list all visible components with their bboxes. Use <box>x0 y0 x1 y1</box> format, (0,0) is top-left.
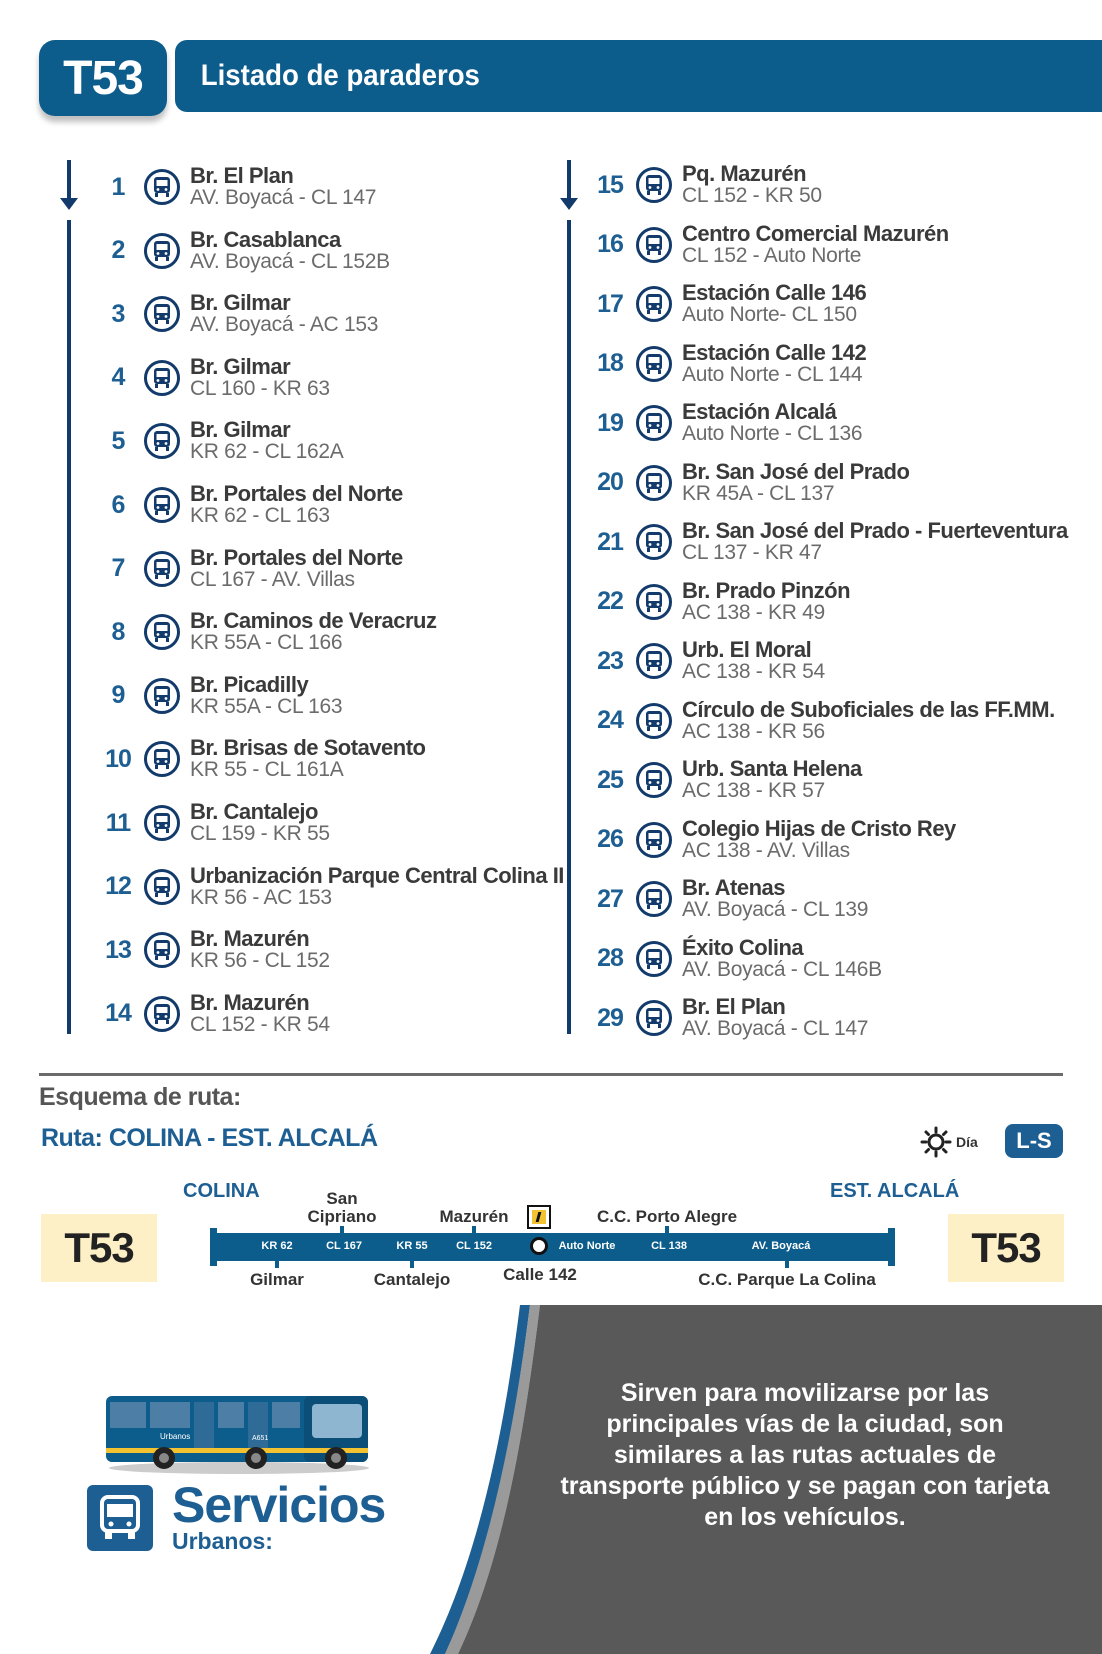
bus-stop-icon <box>636 524 672 560</box>
stop-tick <box>785 1260 789 1268</box>
bus-stop-icon <box>144 423 180 459</box>
stop-name: Urbanización Parque Central Colina II <box>190 862 564 888</box>
stop-address: CL 152 - Auto Norte <box>682 243 862 267</box>
stop-address: Auto Norte - CL 144 <box>682 362 863 386</box>
stop-item <box>584 336 866 392</box>
stop-number: 26 <box>597 825 623 853</box>
bus-stop-icon <box>144 614 180 650</box>
bar-label: CL 138 <box>651 1240 687 1252</box>
route-code-badge <box>39 40 167 116</box>
stop-address: AV. Boyacá - CL 139 <box>682 898 869 921</box>
stop-number: 27 <box>597 884 623 913</box>
day-label: Día <box>956 1134 978 1150</box>
stop-item <box>584 455 909 511</box>
bus-stop-icon <box>636 465 672 501</box>
stop-name: Br. Picadilly <box>190 671 309 697</box>
bar-label: Auto Norte <box>558 1240 616 1252</box>
landmark-cantalejo: Cantalejo <box>373 1270 451 1289</box>
bar-label: KR 55 <box>396 1240 428 1252</box>
stop-item <box>584 276 866 332</box>
stop-item <box>584 157 822 213</box>
stop-number: 22 <box>597 587 623 615</box>
stop-item <box>92 477 403 533</box>
stop-name: Br. Prado Pinzón <box>682 577 851 603</box>
origin-label: COLINA <box>183 1180 260 1202</box>
services-subtitle: Urbanos: <box>172 1528 273 1554</box>
landmark-porto-alegre: C.C. Porto Alegre <box>596 1207 738 1226</box>
stop-name: Br. Portales del Norte <box>190 481 403 506</box>
landmark-gilmar: Gilmar <box>250 1270 304 1289</box>
stop-address: CL 167 - AV. Villas <box>190 567 355 591</box>
schedule-badge: L-S <box>1005 1124 1063 1158</box>
stop-name: Br. San José del Prado - Fuerteventura <box>682 518 1068 543</box>
stop-item <box>92 668 342 724</box>
stop-number: 20 <box>597 468 623 496</box>
stop-number: 4 <box>111 363 125 392</box>
bus-stop-icon <box>636 881 672 917</box>
bus-stop-icon <box>636 643 672 679</box>
stop-name: Estación Calle 142 <box>682 339 867 365</box>
stop-address: CL 152 - KR 50 <box>682 184 822 207</box>
bus-illustration <box>104 1388 374 1478</box>
stop-address: KR 56 - AC 153 <box>190 885 332 909</box>
stop-number: 10 <box>105 744 131 773</box>
day-indicator <box>920 1126 978 1158</box>
schema-title: Esquema de ruta: <box>39 1083 241 1111</box>
stop-tick <box>340 1226 344 1234</box>
stop-address: Auto Norte - CL 136 <box>682 422 863 445</box>
bus-stop-icon <box>636 822 672 858</box>
stop-number: 2 <box>111 236 125 265</box>
route-code-right: T53 <box>948 1214 1064 1282</box>
stop-address: AV. Boyacá - AC 153 <box>190 313 379 337</box>
stop-number: 11 <box>105 808 131 837</box>
stop-item <box>584 574 850 630</box>
stop-address: AC 138 - KR 57 <box>682 779 825 802</box>
destination-label: EST. ALCALÁ <box>830 1180 960 1202</box>
stop-address: Auto Norte- CL 150 <box>682 303 857 326</box>
direction-line <box>67 160 71 202</box>
page-title: Listado de paraderos <box>200 59 480 92</box>
stop-name: Centro Comercial Mazurén <box>682 220 949 246</box>
stop-name: Br. Portales del Norte <box>190 544 403 570</box>
stop-address: KR 62 - CL 163 <box>190 504 330 527</box>
bus-label: Urbanos <box>160 1432 191 1441</box>
stop-number: 29 <box>597 1003 623 1032</box>
stop-number: 13 <box>105 935 131 964</box>
stop-number: 16 <box>597 230 623 258</box>
bus-code: A651 <box>252 1435 269 1442</box>
stop-address: KR 55 - CL 161A <box>190 758 344 782</box>
stop-item <box>92 159 376 215</box>
stop-name: Br. Atenas <box>682 875 786 900</box>
stop-item <box>584 871 868 927</box>
station-icon <box>527 1205 551 1229</box>
stop-item <box>584 633 825 689</box>
landmark-parque-la-colina: C.C. Parque La Colina <box>698 1270 876 1289</box>
bus-stop-icon <box>144 169 180 205</box>
bus-stop-icon <box>144 805 180 841</box>
bus-stop-icon <box>636 167 672 203</box>
info-text: Sirven para movilizarse por las principales vías de la ciudad, son similares a las rutas actuales de transporte público y se pagan con tarjeta en los vehículos. <box>560 1379 1050 1531</box>
stop-address: KR 45A - CL 137 <box>682 481 835 505</box>
bus-stop-icon <box>144 932 180 968</box>
stop-name: Br. El Plan <box>682 994 786 1019</box>
route-code: T53 <box>63 51 143 105</box>
stop-item <box>92 604 437 660</box>
stop-number: 28 <box>597 944 623 972</box>
stop-address: AC 138 - KR 49 <box>682 600 825 624</box>
stop-item <box>584 514 1068 570</box>
bus-front-icon <box>87 1485 153 1551</box>
bus-stop-icon <box>636 286 672 322</box>
bus-stop-icon <box>144 360 180 396</box>
stop-item <box>584 217 949 273</box>
stop-name: Círculo de Suboficiales de las FF.MM. <box>682 696 1055 722</box>
bus-stop-icon <box>636 1000 672 1036</box>
bus-stop-icon <box>636 227 672 263</box>
stop-item <box>92 223 390 279</box>
stop-item <box>92 350 330 406</box>
stop-item <box>584 812 956 868</box>
stop-name: Br. San José del Prado <box>682 458 910 484</box>
stop-name: Br. Cantalejo <box>190 799 318 824</box>
stop-name: Urb. Santa Helena <box>682 756 862 781</box>
bus-stop-icon <box>144 741 180 777</box>
stop-address: CL 152 - KR 54 <box>190 1012 330 1036</box>
stop-tick <box>472 1226 476 1234</box>
stop-number: 25 <box>597 765 623 794</box>
bus-stop-icon <box>144 869 180 905</box>
stop-number: 7 <box>111 554 125 583</box>
stop-number: 18 <box>597 349 623 377</box>
stop-name: Br. Mazurén <box>190 926 310 952</box>
stop-address: AV. Boyacá - CL 147 <box>682 1017 869 1040</box>
station-marker <box>530 1237 548 1255</box>
stop-item <box>584 752 862 808</box>
stop-item <box>584 990 868 1046</box>
bar-label: CL 167 <box>326 1240 362 1252</box>
stop-number: 1 <box>111 172 125 201</box>
stop-number: 3 <box>111 299 125 328</box>
stop-address: KR 55A - CL 166 <box>190 631 343 655</box>
stop-number: 19 <box>597 408 623 437</box>
stop-address: KR 56 - CL 152 <box>190 949 330 973</box>
stop-tick <box>275 1260 279 1268</box>
stop-address: AV. Boyacá - CL 147 <box>190 186 377 209</box>
stop-item <box>92 286 378 342</box>
stop-number: 5 <box>111 426 125 455</box>
stop-number: 14 <box>105 999 131 1028</box>
bus-stop-icon <box>144 487 180 523</box>
direction-line <box>567 160 571 202</box>
bus-stop-icon <box>144 233 180 269</box>
route-bar-start <box>210 1228 217 1266</box>
landmark-san-cipriano: San Cipriano <box>307 1189 377 1226</box>
stop-name: Éxito Colina <box>682 934 804 960</box>
sun-icon <box>920 1126 952 1158</box>
stop-number: 12 <box>105 872 131 901</box>
bus-stop-icon <box>636 346 672 382</box>
stop-name: Colegio Hijas de Cristo Rey <box>682 815 956 841</box>
stop-number: 23 <box>597 646 623 675</box>
route-name: Ruta: COLINA - EST. ALCALÁ <box>41 1124 378 1152</box>
stop-address: CL 159 - KR 55 <box>190 822 330 845</box>
route-bar-end <box>888 1228 895 1266</box>
stop-address: AC 138 - KR 54 <box>682 660 825 683</box>
stop-number: 9 <box>111 681 125 710</box>
stop-item <box>92 413 343 469</box>
bus-stop-icon <box>636 941 672 977</box>
stop-address: AC 138 - KR 56 <box>682 719 825 743</box>
stop-item <box>92 541 403 597</box>
stop-item <box>92 731 425 787</box>
stop-name: Pq. Mazurén <box>682 161 807 186</box>
landmark-calle-142: Calle 142 <box>503 1265 577 1284</box>
bus-stop-icon <box>144 678 180 714</box>
stop-name: Br. El Plan <box>190 163 294 188</box>
section-divider <box>39 1073 1063 1076</box>
stop-address: KR 62 - CL 162A <box>190 440 344 464</box>
services-title: Servicios <box>172 1477 386 1533</box>
bus-stop-icon <box>636 405 672 441</box>
stop-tick <box>665 1226 669 1234</box>
stop-name: Estación Alcalá <box>682 399 837 424</box>
direction-line <box>567 220 571 1034</box>
stop-item <box>584 395 862 451</box>
bar-label: AV. Boyacá <box>751 1240 811 1252</box>
header-bar <box>175 40 1102 112</box>
stop-name: Br. Gilmar <box>190 417 291 443</box>
stop-name: Br. Casablanca <box>190 226 341 252</box>
bar-label: KR 62 <box>261 1240 293 1252</box>
bus-stop-icon <box>636 584 672 620</box>
stop-address: CL 137 - KR 47 <box>682 541 822 564</box>
stop-name: Estación Calle 146 <box>682 280 867 305</box>
bus-stop-icon <box>144 996 180 1032</box>
stop-name: Urb. El Moral <box>682 637 812 662</box>
stop-name: Br. Mazurén <box>190 989 310 1015</box>
stop-item <box>92 859 564 915</box>
stop-name: Br. Gilmar <box>190 290 291 316</box>
stop-number: 6 <box>111 490 125 519</box>
stop-number: 15 <box>597 170 623 199</box>
stop-item <box>92 795 330 851</box>
stop-address: CL 160 - KR 63 <box>190 376 330 400</box>
stop-item <box>584 693 1055 749</box>
landmark-mazuren: Mazurén <box>439 1207 509 1226</box>
bus-stop-icon <box>636 703 672 739</box>
stop-item <box>92 922 330 978</box>
stop-name: Br. Gilmar <box>190 353 291 379</box>
stop-address: AV. Boyacá - CL 146B <box>682 957 882 981</box>
route-code-left: T53 <box>41 1214 157 1282</box>
stop-name: Br. Brisas de Sotavento <box>190 735 426 761</box>
stop-number: 21 <box>597 527 623 556</box>
bar-label: CL 152 <box>456 1240 492 1252</box>
stop-number: 17 <box>597 289 623 318</box>
bus-stop-icon <box>144 551 180 587</box>
stop-number: 8 <box>111 617 125 646</box>
stop-address: AV. Boyacá - CL 152B <box>190 249 390 273</box>
stop-address: AC 138 - AV. Villas <box>682 838 850 862</box>
stop-item <box>92 986 330 1042</box>
stop-item <box>584 931 882 987</box>
bus-stop-icon <box>636 762 672 798</box>
direction-line <box>67 220 71 1034</box>
stop-tick <box>410 1260 414 1268</box>
stop-address: KR 55A - CL 163 <box>190 694 343 718</box>
stop-name: Br. Caminos de Veracruz <box>190 608 437 634</box>
stop-number: 24 <box>597 706 623 734</box>
bus-stop-icon <box>144 296 180 332</box>
